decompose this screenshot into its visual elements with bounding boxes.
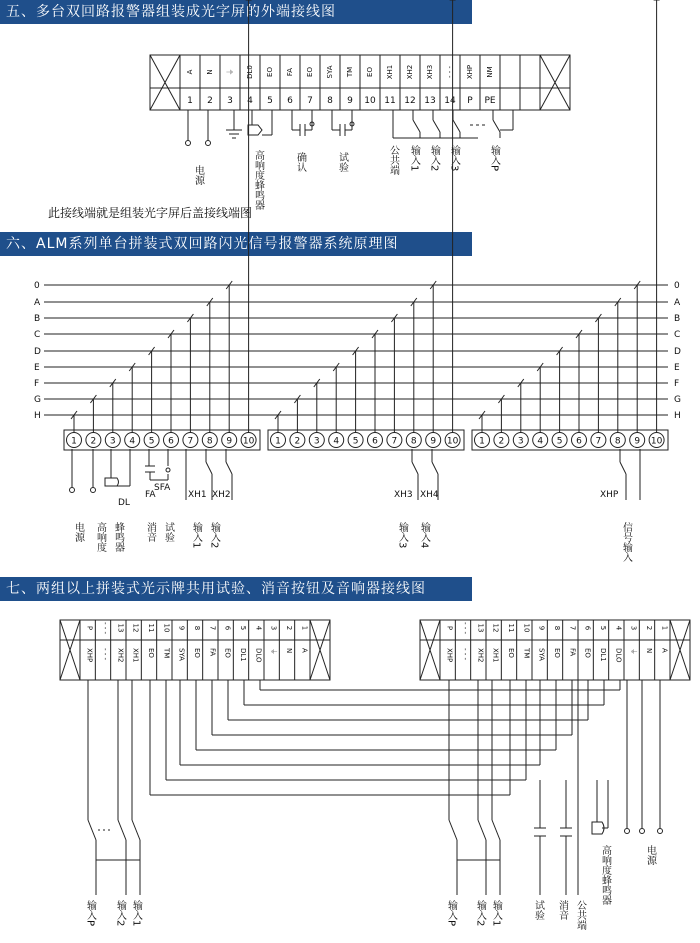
sec5-strip — [150, 55, 570, 110]
s7-terminal-number: 9 — [537, 625, 546, 631]
terminal-number: 6 — [576, 436, 582, 447]
s7-terminal-tag: XHP — [85, 648, 94, 663]
s7-terminal-tag: SYA — [537, 648, 546, 661]
s7-terminal-tag: DL1 — [599, 648, 607, 662]
terminal-number: 10 — [242, 436, 255, 447]
bus-label-right: G — [674, 395, 681, 405]
s5-test-label: 试验 — [336, 152, 348, 172]
bus-label-left: A — [34, 298, 41, 308]
bus-label-right: A — [674, 298, 681, 308]
s7-terminal-tag: XH1 — [131, 648, 140, 663]
s7-buzz-label: 高响度蜂鸣器 — [599, 845, 611, 905]
s7-terminal-tag: EO — [193, 648, 201, 658]
s6-tag-xh1: XH1 — [188, 490, 207, 500]
s5-inp-label: 输入P — [488, 145, 500, 172]
bus-label-right: E — [674, 363, 680, 373]
s6-tag-xh4: XH4 — [420, 490, 439, 500]
s5-terminal-number: PE — [484, 96, 496, 106]
terminal-number: 6 — [372, 436, 378, 447]
s5-top-label: XH2 — [406, 64, 414, 80]
sec6-bus — [34, 281, 681, 421]
s7-terminal-tag: ⏚ — [629, 648, 638, 655]
s7-terminal-tag: DL1 — [239, 648, 247, 662]
terminal-number: 9 — [430, 436, 437, 447]
s5-top-label: DL0 — [246, 65, 254, 79]
bus-label-left: 0 — [34, 281, 40, 291]
s7-terminal-number: 8 — [193, 625, 201, 631]
terminal-number: 2 — [498, 436, 505, 447]
s7-terminal-number: 4 — [614, 625, 623, 631]
s7-terminal-number: 2 — [285, 625, 293, 631]
s5-buzzer-label: 高响度蜂鸣器 — [252, 150, 264, 210]
terminal-number: 8 — [614, 436, 621, 447]
s7-power-label: 电源 — [644, 845, 656, 865]
terminal-number: 2 — [294, 436, 301, 447]
s7-terminal-tag: DLO — [254, 648, 263, 663]
s5-terminal-number: 14 — [444, 96, 456, 106]
terminal-number: 3 — [109, 436, 116, 447]
terminal-number: 10 — [446, 436, 459, 447]
terminal-number: 1 — [479, 436, 485, 447]
s7-test-label: 试验 — [532, 900, 544, 920]
s5-top-label: TM — [346, 66, 354, 78]
s7-terminal-tag: EO — [147, 648, 155, 658]
s7-in2-label-right: 输入2 — [474, 900, 486, 927]
s5-terminal-number: 11 — [384, 96, 396, 106]
bus-label-right: 0 — [674, 281, 680, 291]
s7-terminal-tag: EO — [583, 648, 592, 658]
s5-terminal-number: P — [467, 96, 473, 106]
terminal-number: 9 — [634, 436, 641, 447]
s7-terminal-number: 12 — [131, 623, 140, 633]
s5-confirm-label: 确认 — [294, 152, 306, 172]
s7-terminal-tag: A — [300, 648, 309, 653]
s5-terminal-number: 12 — [404, 96, 416, 106]
s7-in1-label-left: 输入1 — [130, 900, 142, 927]
terminal-number: 1 — [71, 436, 77, 447]
s6-tag-sfa: SFA — [154, 483, 171, 493]
s5-terminal-number: 6 — [287, 96, 293, 106]
bus-label-left: E — [34, 363, 40, 373]
s6-tag-xhp: XHP — [600, 490, 619, 500]
s5-top-label: XH1 — [386, 64, 394, 80]
s7-terminal-tag: TM — [162, 648, 171, 659]
s6-buzz-label: 高响度 — [94, 522, 106, 552]
s7-terminal-tag: FA — [568, 648, 577, 657]
terminal-number: 4 — [537, 436, 544, 447]
s5-terminal-number: 13 — [424, 96, 436, 106]
terminal-number: 7 — [391, 436, 398, 447]
s6-power-label: 电源 — [72, 522, 84, 542]
s7-terminal-number: 6 — [583, 625, 592, 631]
sec7-wiring — [88, 680, 663, 895]
s7-in2-label-left: 输入2 — [114, 900, 126, 927]
s7-common-label: 公共端 — [574, 900, 586, 930]
s7-mute-label: 消音 — [556, 900, 568, 920]
s5-top-label: - - - — [446, 65, 454, 79]
s5-terminal-number: 2 — [207, 96, 213, 106]
s5-common-label: 公共端 — [387, 145, 399, 175]
s7-in1-label-right: 输入1 — [490, 900, 502, 927]
s7-terminal-number: 6 — [223, 625, 232, 631]
s5-in3-label: 输入3 — [448, 145, 460, 172]
s5-top-label: EO — [306, 67, 314, 77]
terminal-number: 10 — [650, 436, 663, 447]
section6-header: 六、ALM系列单台拼装式双回路闪光信号报警器系统原理图 — [0, 232, 472, 256]
s5-top-label: EO — [366, 67, 374, 77]
s7-terminal-number: 11 — [147, 623, 155, 633]
bus-label-left: F — [34, 379, 40, 389]
s7-terminal-tag: EO — [223, 648, 232, 658]
s5-terminal-number: 4 — [247, 96, 253, 106]
s6-tag-xh2: XH2 — [212, 490, 231, 500]
terminal-number: 5 — [148, 436, 155, 447]
s5-power-label: 电源 — [192, 165, 204, 185]
s7-terminal-number: 2 — [645, 625, 653, 631]
s5-top-label: XH3 — [426, 64, 434, 80]
s7-terminal-tag: XHP — [445, 648, 454, 663]
s7-terminal-tag: TM — [522, 648, 531, 659]
section7-header: 七、两组以上拼装式光示牌共用试验、消音按钮及音响器接线图 — [0, 577, 472, 601]
s6-in2-label: 输入2 — [208, 522, 220, 549]
s6-in3-label: 输入3 — [396, 522, 408, 549]
bus-label-left: H — [34, 411, 41, 421]
s6-in1-label: 输入1 — [190, 522, 202, 549]
terminal-number: 7 — [187, 436, 194, 447]
terminal-number: 8 — [410, 436, 417, 447]
s7-terminal-number: 8 — [553, 625, 561, 631]
sec5-wiring — [186, 110, 514, 146]
s7-terminal-tag: XH1 — [491, 648, 500, 663]
s7-inp-label-right: 输入P — [445, 900, 457, 927]
terminal-number: 4 — [333, 436, 340, 447]
s6-buzz2-label: 蜂鸣器 — [112, 522, 124, 552]
s5-terminal-number: 10 — [364, 96, 376, 106]
s7-terminal-number: 7 — [208, 625, 217, 631]
s7-terminal-number: 12 — [491, 623, 500, 633]
s6-tag-fa: FA — [145, 490, 156, 500]
s7-terminal-number: 1 — [300, 625, 309, 631]
s5-in2-label: 输入2 — [428, 145, 440, 172]
s6-test-label: 试验 — [162, 522, 174, 542]
bus-label-right: F — [674, 379, 680, 389]
s5-top-label: N — [206, 69, 214, 75]
s5-top-label: A — [186, 69, 194, 75]
terminal-number: 6 — [168, 436, 174, 447]
section5-header: 五、多台双回路报警器组装成光字屏的外端接线图 — [0, 0, 472, 24]
s7-terminal-tag: XH2 — [116, 648, 125, 663]
s7-terminal-number: 4 — [254, 625, 263, 631]
s7-terminal-number: 9 — [177, 625, 186, 631]
bus-label-left: C — [34, 330, 41, 340]
s7-terminal-number: 5 — [239, 625, 247, 631]
s7-terminal-tag: SYA — [177, 648, 186, 661]
s7-terminal-number: 7 — [568, 625, 577, 631]
s6-sig-label: 信号输入 — [620, 522, 632, 562]
terminal-number: 3 — [313, 436, 320, 447]
s5-in1-label: 输入1 — [408, 145, 420, 172]
s5-terminal-number: 5 — [267, 96, 273, 106]
sec7-strips — [60, 620, 690, 680]
section5-note: 此接线端就是组装光字屏后盖接线端图 — [48, 206, 253, 220]
s5-terminal-number: 1 — [187, 96, 193, 106]
s7-inp-label-left: 输入P — [84, 900, 96, 927]
bus-label-left: B — [34, 314, 41, 324]
s7-terminal-number: 10 — [162, 623, 171, 633]
s7-terminal-number: 5 — [599, 625, 607, 631]
s7-terminal-tag: A — [660, 648, 669, 653]
s7-terminal-number: 11 — [507, 623, 515, 633]
s6-in4-label: 输入4 — [418, 522, 430, 549]
s7-terminal-number: 13 — [116, 623, 125, 633]
s6-tag-dl: DL — [118, 498, 130, 508]
bus-label-right: H — [674, 411, 681, 421]
s7-terminal-number: 10 — [522, 623, 531, 633]
terminal-number: 1 — [275, 436, 281, 447]
s7-terminal-tag: - - - — [461, 648, 469, 661]
s5-top-label: EO — [266, 67, 274, 77]
s5-terminal-number: 9 — [347, 96, 353, 106]
bus-label-right: C — [674, 330, 681, 340]
terminal-number: 7 — [595, 436, 602, 447]
s7-terminal-tag: XH2 — [476, 648, 485, 663]
s7-terminal-tag: - - - — [101, 648, 109, 661]
s7-terminal-number: P — [85, 625, 94, 631]
s7-terminal-number: P — [445, 625, 454, 631]
terminal-number: 5 — [556, 436, 563, 447]
s5-terminal-number: 3 — [227, 96, 233, 106]
s7-terminal-number: 13 — [476, 623, 485, 633]
s7-terminal-tag: DLO — [614, 648, 623, 663]
s5-terminal-number: 7 — [307, 96, 313, 106]
s5-top-label: XHP — [466, 64, 474, 80]
s7-terminal-tag: N — [645, 648, 653, 654]
s5-top-label: FA — [286, 67, 294, 77]
s5-terminal-number: 8 — [327, 96, 333, 106]
s7-terminal-tag: EO — [507, 648, 515, 658]
s7-terminal-number: - - - — [101, 621, 109, 635]
s7-terminal-number: 3 — [629, 625, 638, 631]
s7-terminal-tag: N — [285, 648, 293, 654]
terminal-number: 9 — [226, 436, 233, 447]
s5-top-label: NM — [486, 66, 494, 78]
terminal-number: 4 — [129, 436, 136, 447]
terminal-number: 8 — [206, 436, 213, 447]
s6-tag-xh3: XH3 — [394, 490, 413, 500]
terminal-number: 3 — [517, 436, 524, 447]
bus-label-left: G — [34, 395, 41, 405]
bus-label-right: D — [674, 347, 681, 357]
s5-top-label: SYA — [326, 65, 334, 79]
s7-terminal-tag: ⏚ — [269, 648, 278, 655]
s7-terminal-tag: FA — [208, 648, 217, 657]
bus-label-right: B — [674, 314, 681, 324]
s7-terminal-number: - - - — [461, 621, 469, 635]
bus-label-left: D — [34, 347, 41, 357]
s7-terminal-number: 1 — [660, 625, 669, 631]
s5-top-label: ⏚ — [226, 68, 234, 76]
s6-mute-label: 消音 — [144, 522, 156, 542]
s7-terminal-number: 3 — [269, 625, 278, 631]
s7-terminal-tag: EO — [553, 648, 561, 658]
terminal-number: 2 — [90, 436, 97, 447]
terminal-number: 5 — [352, 436, 359, 447]
